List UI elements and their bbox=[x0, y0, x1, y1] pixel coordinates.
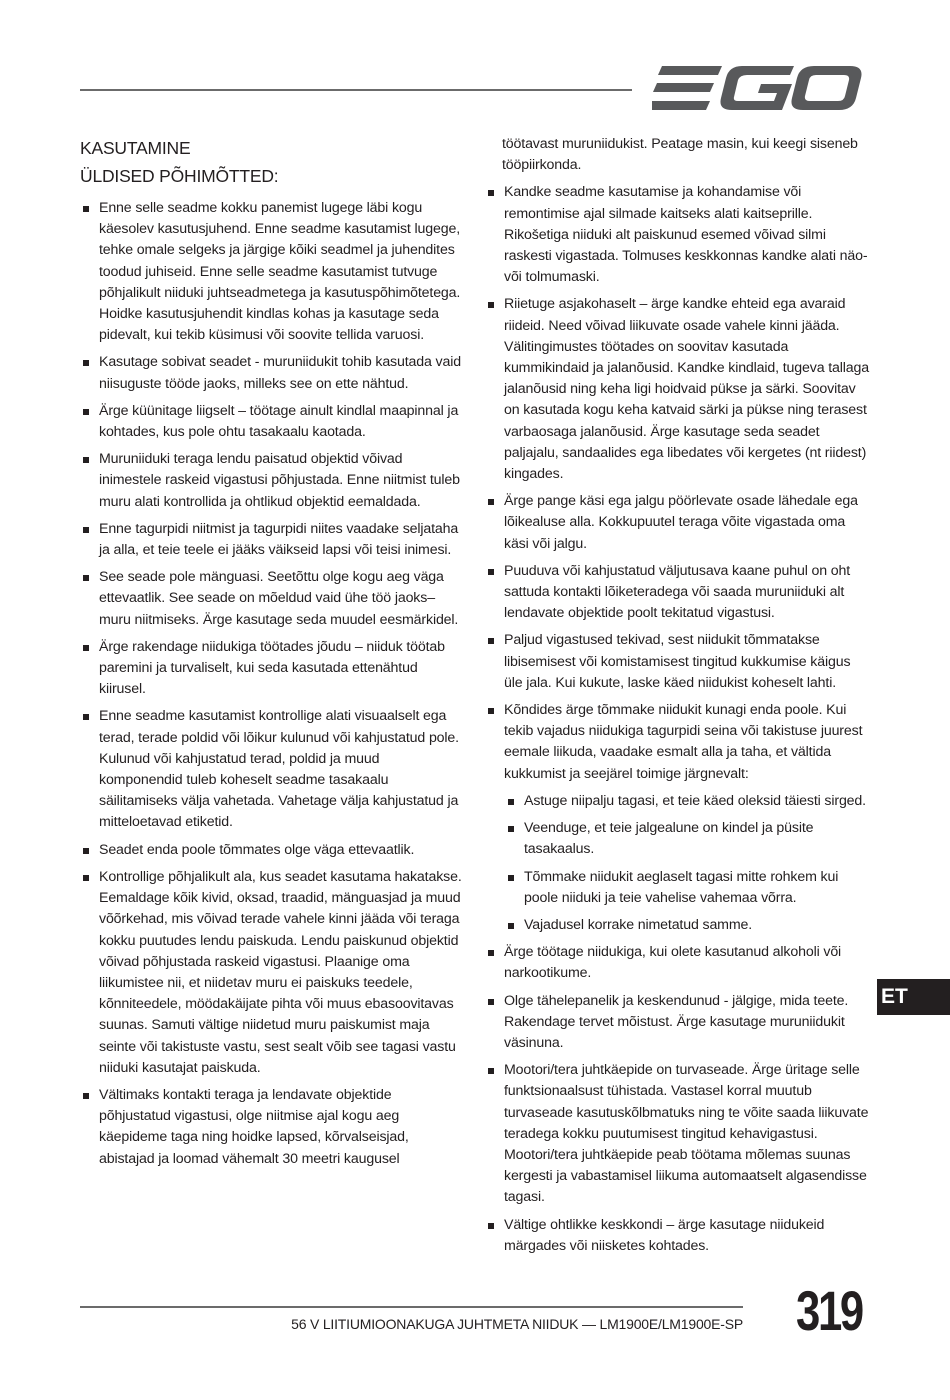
list-item: Ärge töötage niidukiga, kui olete kasutanud alkoholi või narkootikume. bbox=[485, 942, 870, 984]
list-item: Kõndides ärge tõmmake niidukit kunagi enda poole. Kui tekib vajadus niidukiga tagurpidi seina või takistuse juurest eemale liikuda, vaadake esmalt alla ja taha, et vältida kukkumist ja seejärel toimige järgnevalt: Astuge niipalju tagasi, et teie käed oleksid täiesti sirged. Veenduge, et teie jalgealune on kindel ja püsite tasakaalus. Tõmmake niidukit aeglaselt tagasi mitte rohkem kui poole niiduki ja teie vahelise vahemaa võrra. Vajadusel korrake nimetatud samme. bbox=[485, 700, 870, 936]
list-item: Kontrollige põhjalikult ala, kus seadet kasutama hakatakse. Eemaldage kõik kivid, oksad, traadid, mänguasjad ja muud võõrkehad, mis võivad terade vahele kinni jääda või teraga kokku puutudes lendu paiskuda. Lendu paiskunud objektid võivad põhjustada raskeid vigastusi. Plaanige oma liikumistee nii, et niidetav muru ei paiskuks teedele, kõnniteedele, möödakäijate pihta või muus ebasoovitavas suunas. Samuti vältige niidetud muru paiskumist maja seinte või takistuste vastu, sest sealt võib see tagasi vastu niiduki kasutajat paiskuda. bbox=[80, 867, 465, 1079]
square-bullet-icon bbox=[83, 457, 89, 463]
list-item: Paljud vigastused tekivad, sest niidukit tõmmatakse libisemisest või komistamisest tingitud kukkumise käigus üle jala. Kui kukute, laske käed niidukist koheselt lahti. bbox=[485, 630, 870, 694]
right-column bbox=[485, 134, 870, 1263]
list-item: See seade pole mänguasi. Seetõttu olge kogu aeg väga ettevaatlik. See seade on mõeldud vaid ühe töö jaoks–muru niitmiseks. Ärge kasutage seda muudel eesmärkidel. bbox=[80, 567, 465, 631]
square-bullet-icon bbox=[488, 569, 494, 575]
list-item: Muruniiduki teraga lendu paisatud objektid võivad inimestele raskeid vigastusi põhjustada. Enne niitmist tuleb muru alati kontrollida ja ohtlikud objektid eemaldada. bbox=[80, 449, 465, 513]
sub-list-item: Tõmmake niidukit aeglaselt tagasi mitte rohkem kui poole niiduki ja teie vahelise vahemaa võrra. bbox=[504, 867, 870, 909]
square-bullet-icon bbox=[83, 360, 89, 366]
list-item: Ärge rakendage niidukiga töötades jõudu – niiduk töötab paremini ja turvaliselt, kui seda kasutada ettenähtud kiirusel. bbox=[80, 637, 465, 701]
square-bullet-icon bbox=[488, 999, 494, 1005]
left-column bbox=[80, 134, 465, 1176]
square-bullet-icon bbox=[488, 950, 494, 956]
square-bullet-icon bbox=[488, 302, 494, 308]
square-bullet-icon bbox=[83, 527, 89, 533]
sub-list-item: Veenduge, et teie jalgealune on kindel ja püsite tasakaalus. bbox=[504, 818, 870, 860]
list-item: Seadet enda poole tõmmates olge väga ettevaatlik. bbox=[80, 840, 465, 861]
square-bullet-icon bbox=[508, 875, 514, 881]
footer-rule bbox=[80, 1306, 743, 1308]
square-bullet-icon bbox=[83, 575, 89, 581]
list-item: Vältige ohtlikke keskkondi – ärge kasutage niidukeid märgades või niisketes kohtades. bbox=[485, 1215, 870, 1257]
list-item: Ärge pange käsi ega jalgu pöörlevate osade lähedale ega lõikealuse alla. Kokkupuutel teraga võite vigastada oma käsi või jalgu. bbox=[485, 491, 870, 555]
square-bullet-icon bbox=[83, 848, 89, 854]
square-bullet-icon bbox=[488, 708, 494, 714]
section-heading: KASUTAMINE bbox=[80, 138, 191, 158]
square-bullet-icon bbox=[83, 714, 89, 720]
list-item: Enne selle seadme kokku panemist lugege läbi kogu käesolev kasutusjuhend. Enne seadme kasutamist lugege, tehke omale selgeks ja järgige kõiki seadmel ja juhendites toodud juhiseid. Enne selle seadme kasutamist tutvuge põhjalikult niiduki juhtseadmetega ja kasutuspõhimõtetega. Hoidke kasutusjuhendit kindlas kohas ja kasutage seda pidevalt, kui tekib küsimusi või soovite tellida varuosi. bbox=[80, 198, 465, 346]
list-item: Mootori/tera juhtkäepide on turvaseade. Ärge üritage selle funktsionaalsust tühistada. Vastasel korral muutub turvaseade kasutuskõlbmatuks ning te võite saada liikuvate teradega kokku puutumisest tingitud kehavigastusi. Mootori/tera juhtkäepide peab töötama mõlemas suunas kergesti ja vabastamisel liikuma automaatselt algasendisse tagasi. bbox=[485, 1060, 870, 1208]
right-bullet-list bbox=[485, 182, 870, 1257]
square-bullet-icon bbox=[83, 645, 89, 651]
square-bullet-icon bbox=[83, 875, 89, 881]
list-item: Puuduva või kahjustatud väljutusava kaane puhul on oht sattuda kontakti lõiketeradega või saada muruniiduki alt lendavate objektide poolt tekitatud vigastusi. bbox=[485, 561, 870, 625]
left-bullet-list bbox=[80, 198, 465, 1170]
list-item: Vältimaks kontakti teraga ja lendavate objektide põhjustatud vigastusi, olge niitmise ajal kogu aeg käepideme taga ning hoidke lapsed, kõrvalseisjad, abistajad ja loomad vähemalt 30 meetri kaugusel bbox=[80, 1085, 465, 1170]
list-item: Enne seadme kasutamist kontrollige alati visuaalselt ega terad, terade poldid või lõikur kulunud või kahjustatud pole. Kulunud või kahjustatud terad, poldid ja muud komponendid tuleb koheselt seadme tasakaalu säilitamiseks välja vahetada. Vahetage välja kahjustatud ja mitteloetavad etiketid. bbox=[80, 706, 465, 833]
square-bullet-icon bbox=[83, 206, 89, 212]
continued-text: töötavast muruniidukist. Peatage masin, kui keegi siseneb tööpiirkonda. bbox=[502, 136, 858, 174]
square-bullet-icon bbox=[83, 1093, 89, 1099]
ego-logo bbox=[652, 64, 862, 112]
list-item: Riietuge asjakohaselt – ärge kandke ehteid ega avaraid riideid. Need võivad liikuvate osade vahele kinni jääda. Välitingimustes töötades on soovitav kasutada kummikindaid ja jalanõusid. Kandke kindlaid, tugeva tallaga jalanõusid ning keha ligi hoidvaid pükse ja särki. Soovitav on kasutada kogu keha katvaid särki ja pükse ning terasest varbaosaga jalanõusid. Ärge kasutage seda seadet paljajalu, sandaalides ega libedates või kergetes (nt riidest) kingades. bbox=[485, 294, 870, 485]
square-bullet-icon bbox=[508, 923, 514, 929]
sub-bullet-list bbox=[504, 791, 870, 936]
square-bullet-icon bbox=[488, 1068, 494, 1074]
footer-title: 56 V LIITIUMIOONAKUGA JUHTMETA NIIDUK — LM1900E/LM1900E-SP bbox=[291, 1316, 743, 1332]
square-bullet-icon bbox=[83, 409, 89, 415]
list-item: Olge tähelepanelik ja keskendunud - jälgige, mida teete. Rakendage tervet mõistust. Ärge kasutage muruniidukit väsinuna. bbox=[485, 991, 870, 1055]
square-bullet-icon bbox=[508, 799, 514, 805]
subsection-heading: ÜLDISED PÕHIMÕTTED: bbox=[80, 166, 279, 186]
page-number: 319 bbox=[796, 1279, 862, 1342]
sub-list-item: Astuge niipalju tagasi, et teie käed oleksid täiesti sirged. bbox=[504, 791, 870, 812]
language-tab: ET bbox=[877, 979, 950, 1015]
list-item: Enne tagurpidi niitmist ja tagurpidi niites vaadake seljataha ja alla, et teie teele ei jääks väikseid lapsi või teisi inimesi. bbox=[80, 519, 465, 561]
list-item: Kasutage sobivat seadet - muruniidukit tohib kasutada vaid niisuguste tööde jaoks, milleks see on ette nähtud. bbox=[80, 352, 465, 394]
square-bullet-icon bbox=[488, 190, 494, 196]
sub-list-item: Vajadusel korrake nimetatud samme. bbox=[504, 915, 870, 936]
list-item: Ärge küünitage liigselt – töötage ainult kindlal maapinnal ja kohtades, kus pole ohtu tasakaalu kaotada. bbox=[80, 401, 465, 443]
list-item: Kandke seadme kasutamise ja kohandamise või remontimise ajal silmade kaitseks alati kaitseprille. Rikošetiga niiduki alt paiskunud esemed võivad silmi raskesti vigastada. Tolmuses keskkonnas kandke alati näo- või tolmumaski. bbox=[485, 182, 870, 288]
square-bullet-icon bbox=[488, 638, 494, 644]
square-bullet-icon bbox=[508, 826, 514, 832]
header-rule bbox=[80, 89, 632, 91]
square-bullet-icon bbox=[488, 1223, 494, 1229]
square-bullet-icon bbox=[488, 499, 494, 505]
